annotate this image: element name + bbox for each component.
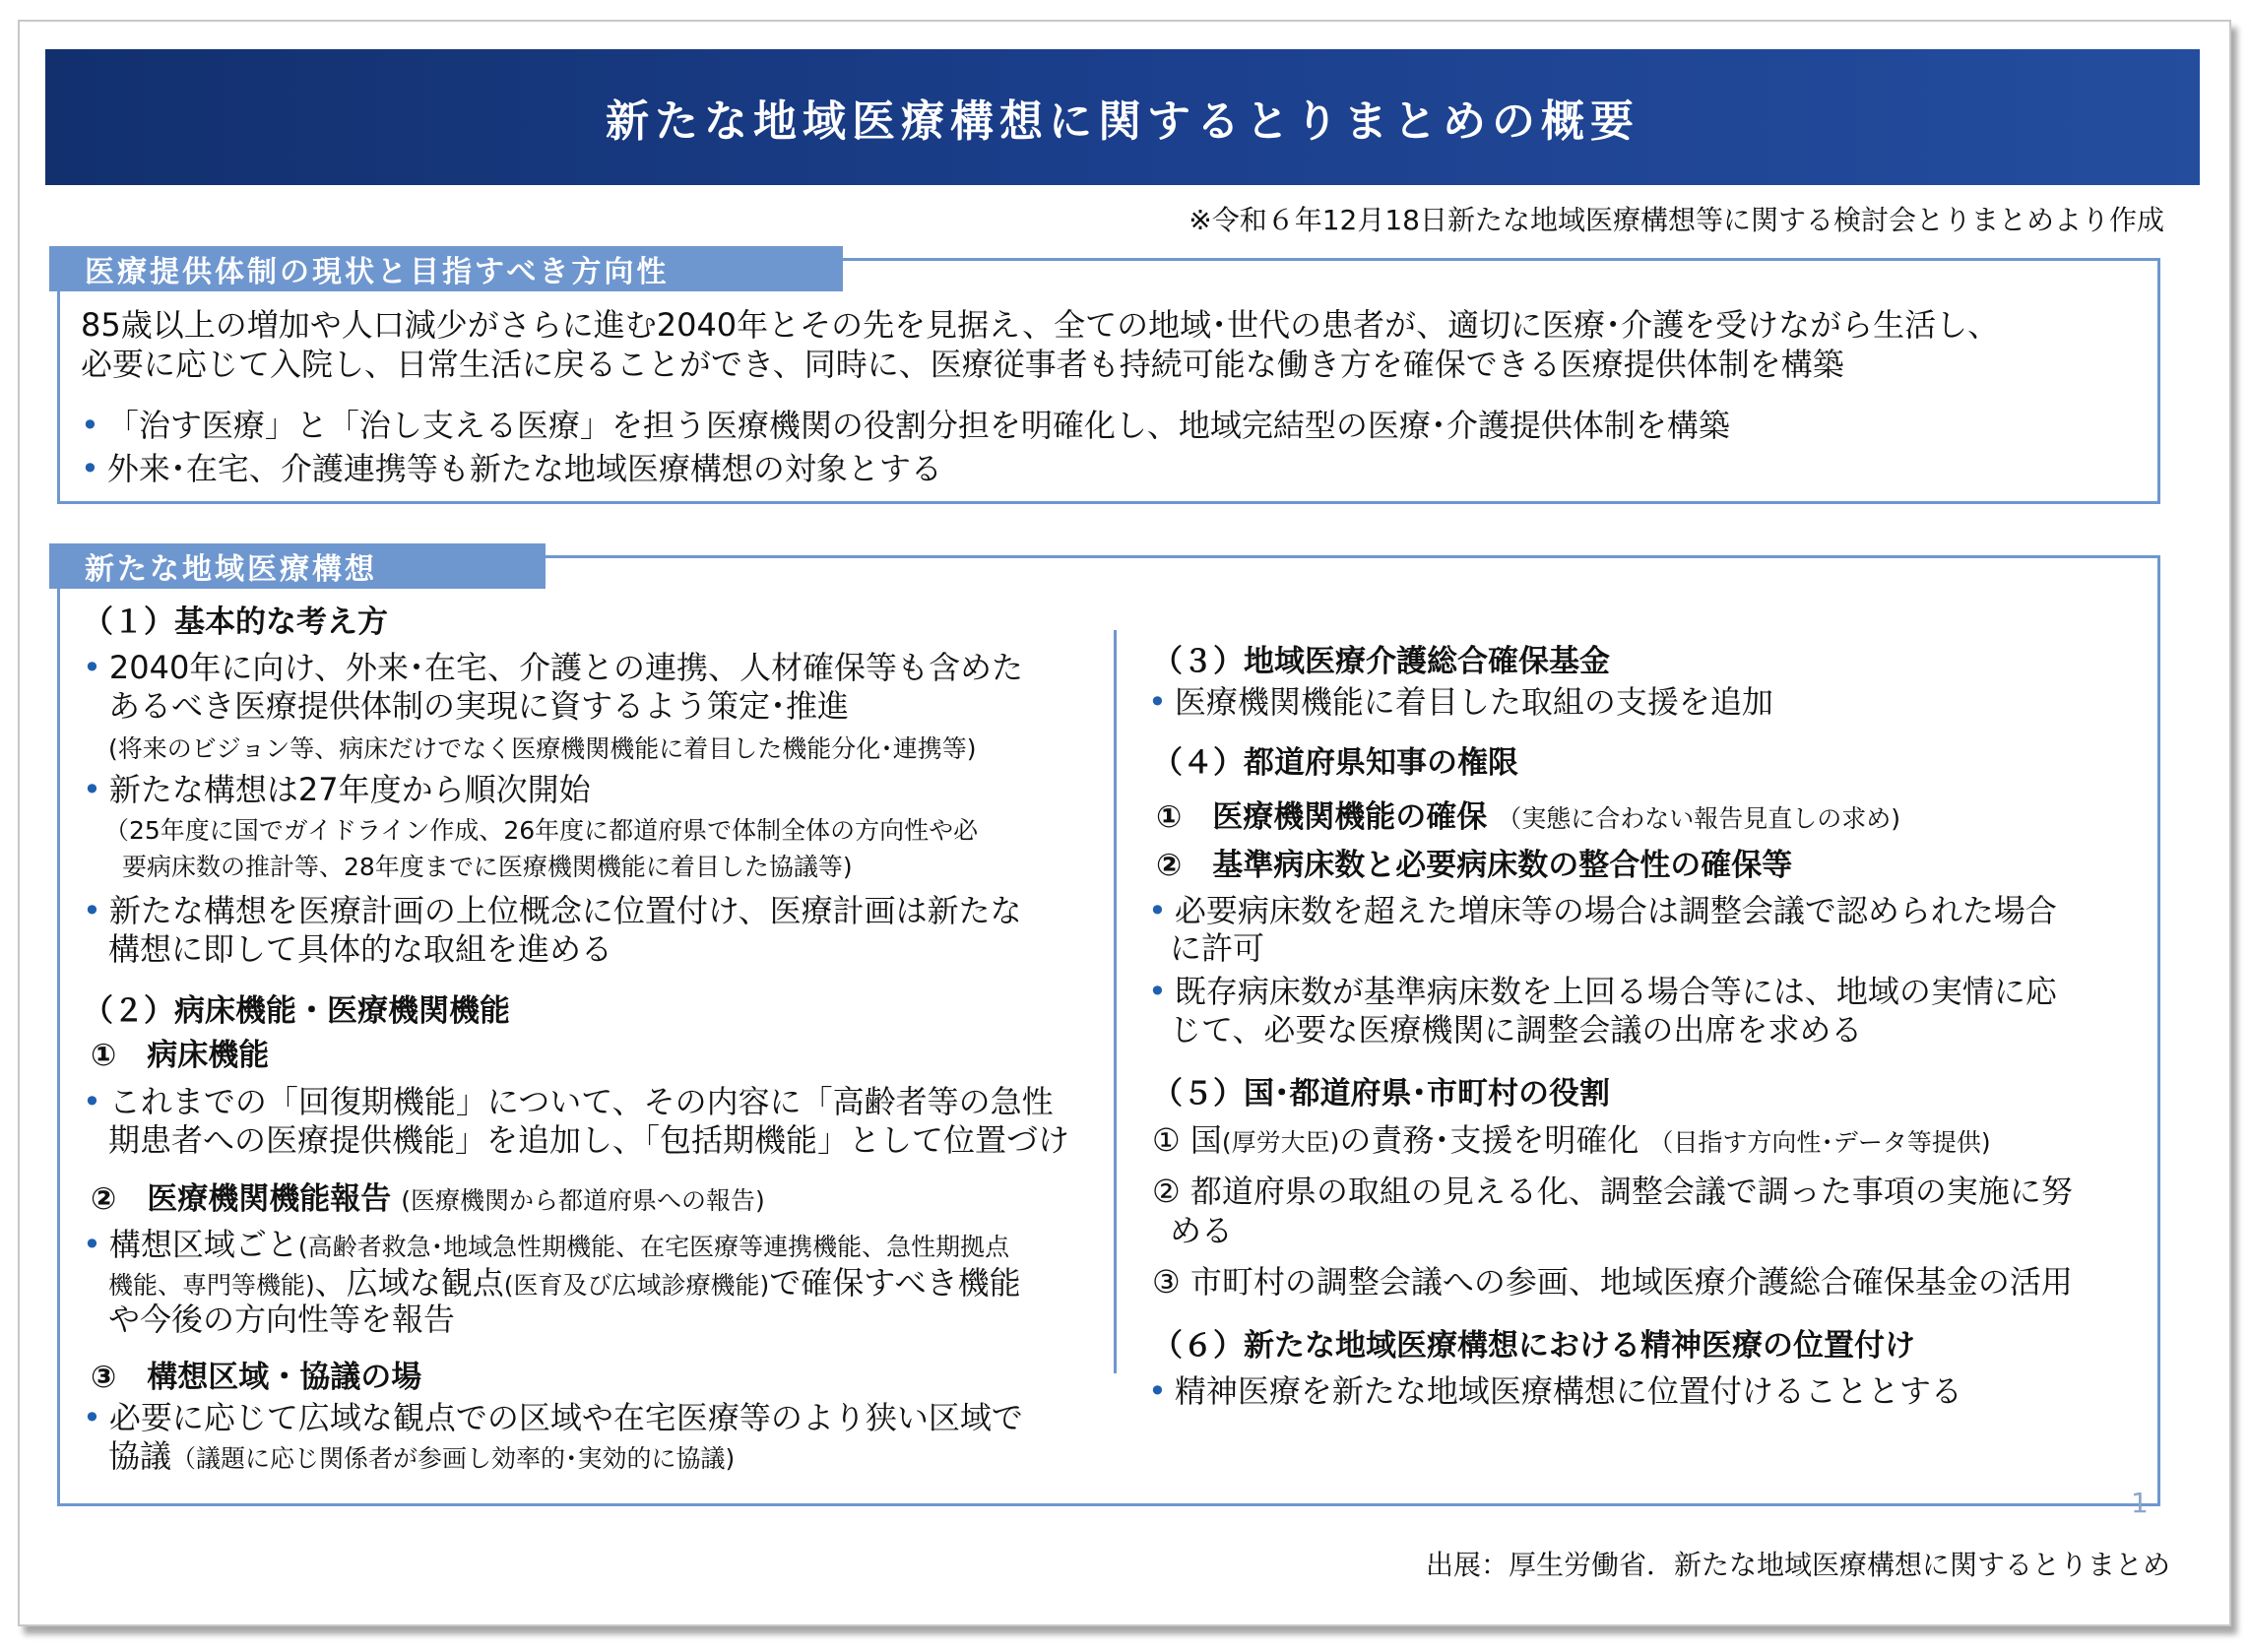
bullet-note: (医育及び広域診療機能): [503, 1271, 770, 1300]
bullet-text: 「治す医療」と「治し支える医療」を担う医療機関の役割分担を明確化し、地域完結型の医療･介護提供体制を構築: [106, 407, 1730, 444]
right-bullet2-line1: [1148, 971, 2057, 1012]
section1-bullet2: [81, 448, 942, 489]
sub-heading-bed-consistency: ② 基準病床数と必要病床数の整合性の確保等: [1156, 848, 1793, 883]
bullet-icon: •: [83, 649, 101, 686]
left-s1-bullet-line1: [83, 1081, 1054, 1122]
bullet-text: 既存病床数が基準病床数を上回る場合等には、地域の実情に応: [1174, 973, 2057, 1010]
sub-heading-secure-function: [1156, 795, 1900, 840]
sub-heading-region-council: ③ 構想区域・協議の場: [91, 1360, 422, 1395]
bullet-text: 医療機関機能に着目した取組の支援を追加: [1174, 683, 1773, 721]
bullet-icon: •: [1148, 892, 1167, 929]
section1-text-line2: 必要に応じて入院し、日常生活に戻ることができ、同時に、医療従事者も持続可能な働き方を確保できる医療提供体制を構築: [81, 346, 1844, 383]
sub-heading-text: ② 医療機関機能報告: [91, 1181, 392, 1217]
bullet-icon: •: [1148, 1372, 1167, 1410]
roles-text: ① 国: [1152, 1121, 1222, 1159]
left-bullet2-note-line1: （25年度に国でガイドライン作成、26年度に都道府県で体制全体の方向性や必: [104, 816, 979, 845]
roles-item3: ③ 市町村の調整会議への参画、地域医療介護総合確保基金の活用: [1152, 1263, 2073, 1301]
bullet-text: 新たな構想を医療計画の上位概念に位置付け、医療計画は新たな: [108, 892, 1022, 929]
roles-note: （目指す方向性･データ等提供): [1648, 1128, 1991, 1157]
bullet-icon: •: [1148, 683, 1167, 721]
bullet-text: 2040年に向け、外来･在宅、介護との連携、人材確保等も含めた: [108, 649, 1024, 686]
right-bullet1-line1: [1148, 890, 2057, 931]
heading-governor-authority: （４）都道府県知事の権限: [1152, 745, 1518, 781]
left-s3-bullet-line1: [83, 1397, 1023, 1438]
bullet-icon: •: [1148, 973, 1167, 1010]
roles-note: (厚労大臣): [1221, 1128, 1340, 1157]
page-number: 1: [2131, 1487, 2149, 1519]
bullet-note: （議題に応じ関係者が参画し効率的･実効的に協議): [171, 1444, 736, 1473]
roles-item2-line1: ② 都道府県の取組の見える化、調整会議で調った事項の実施に努: [1152, 1173, 2073, 1210]
source-credit: 出展：厚生労働省．新たな地域医療構想に関するとりまとめ: [1425, 1549, 2170, 1581]
source-note: ※令和６年12月18日新たな地域医療構想等に関する検討会とりまとめより作成: [1189, 204, 2164, 236]
bullet-icon: •: [83, 1226, 101, 1263]
right-fund-bullet: [1148, 681, 1773, 723]
heading-basic-concept: （１）基本的な考え方: [83, 604, 388, 640]
bullet-text: 新たな構想は27年度から順次開始: [108, 771, 591, 808]
roles-item2-line2: める: [1170, 1212, 1234, 1249]
bullet-note: 機能、専門等機能): [108, 1271, 315, 1300]
bullet-icon: •: [83, 1399, 101, 1436]
left-bullet1-note: (将来のビジョン等、病床だけでなく医療機関機能に着目した機能分化･連携等): [108, 734, 977, 763]
bullet-text: 構想区域ごと: [108, 1226, 298, 1263]
left-bullet1-line2: あるべき医療提供体制の実現に資するよう策定･推進: [108, 687, 850, 725]
roles-item1: [1152, 1119, 1991, 1164]
bullet-text: で確保すべき機能: [769, 1264, 1021, 1302]
bullet-text: 必要病床数を超えた増床等の場合は調整会議で認められた場合: [1174, 892, 2057, 929]
right-psychiatric-bullet: [1148, 1370, 1962, 1412]
left-bullet3-line2: 構想に即して具体的な取組を進める: [108, 930, 613, 968]
bullet-icon: •: [83, 771, 101, 808]
section1-text-line1: 85歳以上の増加や人口減少がさらに進む2040年とその先を見据え、全ての地域･世代の患者が、適切に医療･介護を受けながら生活し、: [81, 306, 2000, 344]
heading-roles: （５）国･都道府県･市町村の役割: [1152, 1076, 1610, 1112]
section1-bullet1: [81, 405, 1730, 446]
bullet-text: これまでの「回復期機能」について、その内容に「高齢者等の急性: [108, 1083, 1054, 1120]
bullet-text: 必要に応じて広域な観点での区域や在宅医療等のより狭い区域で: [108, 1399, 1023, 1436]
left-bullet3-line1: [83, 890, 1022, 931]
bullet-text: 協議: [108, 1437, 172, 1475]
bullet-text: 精神医療を新たな地域医療構想に位置付けることとする: [1174, 1372, 1962, 1410]
right-bullet1-line2: に許可: [1170, 929, 1265, 967]
right-bullet2-line2: じて、必要な医療機関に調整会議の出席を求める: [1170, 1011, 1863, 1048]
left-bullet2: [83, 769, 591, 810]
left-s1-bullet-line2: 期患者への医療提供機能」を追加し、「包括期機能」として位置づけ: [108, 1121, 1070, 1159]
sub-heading-text: ① 医療機関機能の確保: [1156, 799, 1488, 835]
section1-tab: 医療提供体制の現状と目指すべき方向性: [49, 246, 843, 291]
sub-heading-bed-function: ① 病床機能: [91, 1038, 270, 1073]
left-bullet2-note-line2: 要病床数の推計等、28年度までに医療機関機能に着目した協議等): [122, 853, 853, 881]
sub-heading-note: (医療機関から都道府県への報告): [401, 1186, 765, 1215]
heading-bed-function: （２）病床機能・医療機関機能: [83, 993, 510, 1029]
bullet-icon: •: [81, 407, 99, 444]
bullet-icon: •: [83, 892, 101, 929]
bullet-text: 外来･在宅、介護連携等も新たな地域医療構想の対象とする: [106, 450, 942, 487]
column-divider: [1114, 630, 1117, 1373]
section2-tab: 新たな地域医療構想: [49, 543, 546, 589]
bullet-note: (高齢者救急･地域急性期機能、在宅医療等連携機能、急性期拠点: [297, 1233, 1010, 1261]
roles-text: の責務･支援を明確化: [1339, 1121, 1639, 1159]
bullet-icon: •: [81, 450, 99, 487]
heading-fund: （３）地域医療介護総合確保基金: [1152, 644, 1610, 679]
sub-heading-institution-report: [91, 1177, 765, 1222]
sub-heading-note: （実態に合わない報告見直しの求め): [1497, 804, 1901, 833]
bullet-icon: •: [83, 1083, 101, 1120]
left-bullet1-line1: [83, 647, 1023, 688]
left-s2-bullet-line3: や今後の方向性等を報告: [108, 1301, 456, 1338]
bullet-text: 、広域な観点: [314, 1264, 504, 1302]
page-title: 新たな地域医療構想に関するとりまとめの概要: [606, 96, 1639, 147]
left-s3-bullet-line2: [108, 1435, 735, 1480]
heading-psychiatric: （６）新たな地域医療構想における精神医療の位置付け: [1152, 1328, 1915, 1364]
title-banner: [45, 49, 2200, 185]
